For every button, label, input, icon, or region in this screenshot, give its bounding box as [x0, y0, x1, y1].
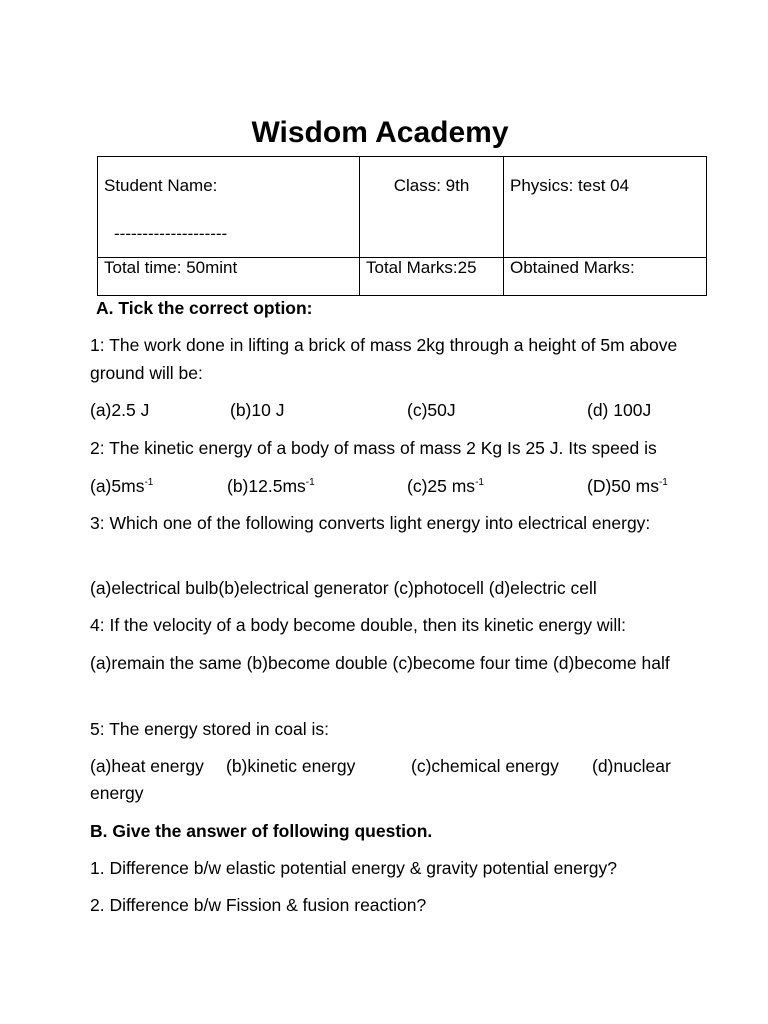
subject-cell	[504, 157, 707, 258]
section-b-question-2: 2. Difference b/w Fission & fusion reaction?	[90, 895, 427, 915]
q5-option-a: (a)heat energy	[90, 756, 204, 776]
question-4-options: (a)remain the same (b)become double (c)become four time (d)become half	[90, 653, 670, 673]
question-2: 2: The kinetic energy of a body of mass of mass 2 Kg Is 25 J. Its speed is	[90, 438, 657, 458]
student-name-blank: --------------------	[114, 224, 228, 243]
q5-option-b: (b)kinetic energy	[226, 756, 356, 776]
student-name-cell	[98, 157, 360, 258]
q5-option-c: (c)chemical energy	[411, 756, 559, 776]
q5-option-d: (d)nuclear	[592, 756, 671, 776]
class-cell	[360, 157, 504, 258]
header-table	[97, 156, 707, 296]
section-a-heading: A. Tick the correct option:	[96, 298, 313, 318]
section-b-question-1: 1. Difference b/w elastic potential energy & gravity potential energy?	[90, 858, 617, 878]
q2-option-b: $(b)12.5ms^{-1}$	[227, 476, 315, 496]
question-3-options: (a)electrical bulb(b)electrical generator (c)photocell (d)electric cell	[90, 578, 597, 598]
total-time: Total time: 50mint	[98, 258, 360, 296]
student-name-label: Student Name:	[104, 176, 218, 195]
q1-option-a: (a)2.5 J	[90, 400, 150, 420]
q1-option-b: (b)10 J	[230, 400, 285, 420]
q1-option-c: (c)50J	[407, 400, 456, 420]
question-1: 1: The work done in lifting a brick of mass 2kg through a height of 5m above ground will be:	[90, 335, 678, 383]
section-b-heading: B. Give the answer of following question.	[90, 821, 433, 841]
page-title: Wisdom Academy	[251, 116, 509, 149]
q1-option-d: (d) 100J	[587, 400, 652, 420]
question-4: 4: If the velocity of a body become double, then its kinetic energy will:	[90, 615, 626, 635]
subject-label: Physics: test 04	[510, 176, 630, 195]
q5-option-d-wrap: energy	[90, 783, 144, 803]
obtained-marks: Obtained Marks:	[504, 258, 707, 296]
q2-option-c: (c)25 $ms^{-1}$	[407, 476, 484, 496]
q2-option-a: $(a)5ms^{-1}$	[90, 476, 154, 496]
total-marks: Total Marks:25	[360, 258, 504, 296]
class-label: Class: 9th	[393, 176, 470, 195]
question-5: 5: The energy stored in coal is:	[90, 719, 329, 739]
question-3: 3: Which one of the following converts light energy into electrical energy:	[90, 513, 651, 533]
q2-option-d: (D)50 $ms^{-1}$	[587, 476, 668, 496]
